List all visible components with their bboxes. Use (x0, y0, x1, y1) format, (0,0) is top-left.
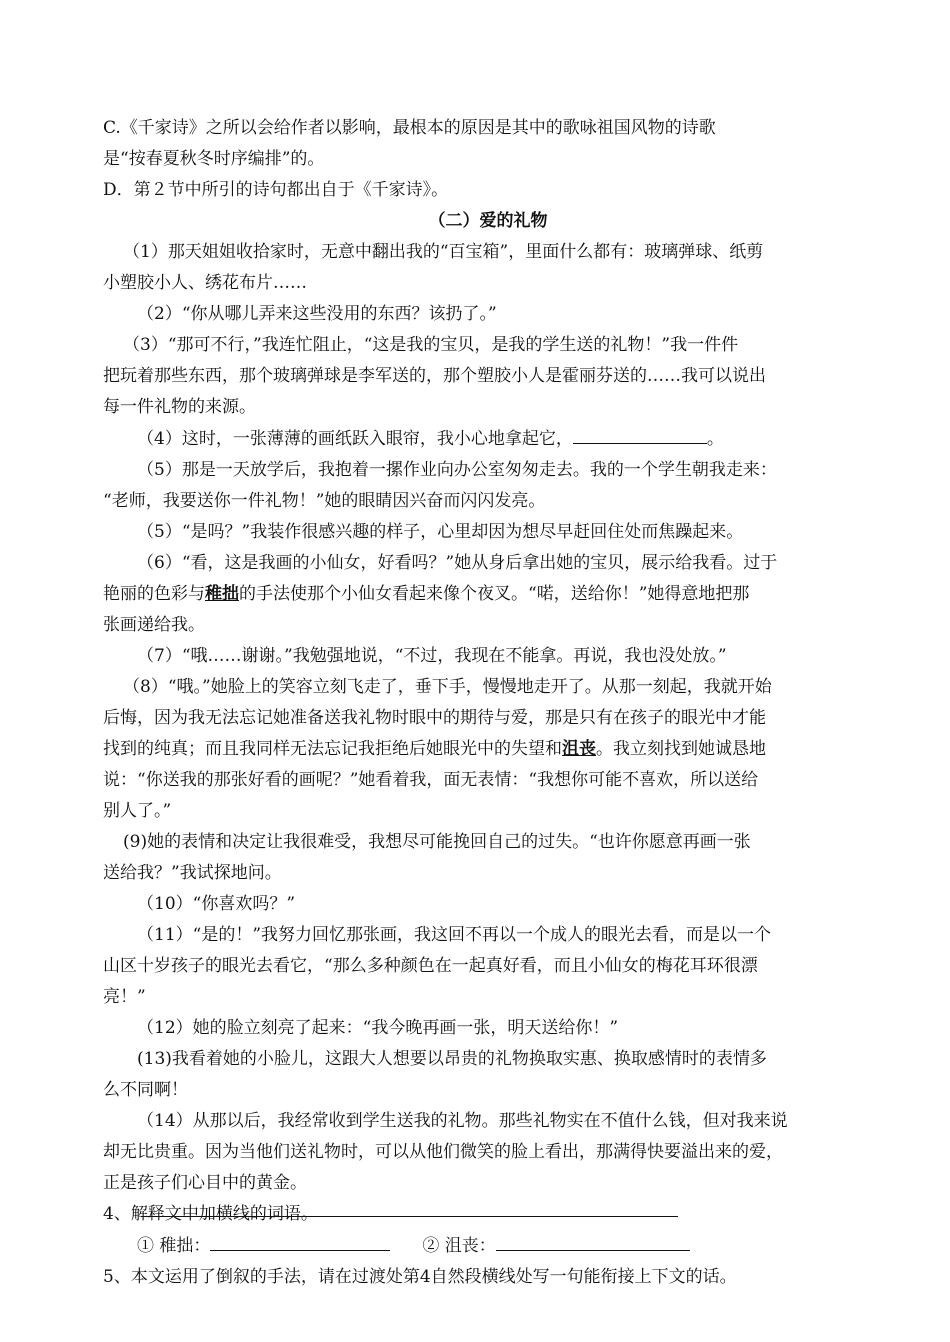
paragraph-8-text-a: 找到的纯真；而且我同样无法忘记我拒绝后她眼光中的失望和 (103, 739, 562, 759)
question-4-item-2 (422, 1230, 689, 1262)
paragraph-3-line-2: 把玩着那些东西，那个玻璃弹球是李军送的，那个塑胶小人是霍丽芬送的……我可以说出 (103, 366, 766, 386)
underlined-word-jusang: 沮丧 (562, 739, 596, 759)
underlined-word-zhizhuo: 稚拙 (205, 584, 239, 604)
paragraph-6-line-2 (103, 579, 855, 610)
paragraph-5b: （5）“是吗？”我装作很感兴趣的样子，心里却因为想尽早赶回住处而焦躁起来。 (137, 522, 744, 542)
paragraph-8-line-2: 后悔，因为我无法忘记她准备送我礼物时眼中的期待与爱，那是只有在孩子的眼光中才能 (103, 708, 766, 728)
option-d: D．第２节中所引的诗句都出自于《千家诗》。 (103, 180, 449, 200)
paragraph-10: （10）“你喜欢吗？” (137, 894, 296, 914)
paragraph-3-line-1: （3）“那可不行，”我连忙阻止，“这是我的宝贝，是我的学生送的礼物！”我一件件 (123, 335, 739, 355)
paragraph-14-line-1: （14）从那以后，我经常收到学生送我的礼物。那些礼物实在不值什么钱，但对我来说 (137, 1111, 788, 1131)
paragraph-12: （12）她的脸立刻亮了起来：“我今晚再画一张，明天送给你！” (137, 1018, 619, 1038)
paragraph-13-line-2: 么不同啊！ (103, 1080, 188, 1100)
question-4-items (103, 1230, 855, 1262)
paragraph-3-line-3: 每一件礼物的来源。 (103, 397, 256, 417)
paragraph-1-line-2: 小塑胶小人、绣花布片…… (103, 273, 307, 293)
paragraph-8-line-4: 说：“你送我的那张好看的画呢？”她看着我，面无表情：“我想你可能不喜欢，所以送给 (103, 770, 759, 790)
paragraph-9-line-2: 送给我？”我试探地问。 (103, 863, 282, 883)
paragraph-6-text-b: 的手法使那个小仙女看起来像个夜叉。“喏，送给你！”她得意地把那 (239, 584, 750, 604)
paragraph-2: （2）“你从哪儿弄来这些没用的东西？该扔了。” (137, 304, 497, 324)
paragraph-6-line-3: 张画递给我。 (103, 615, 205, 635)
paragraph-9-line-1: (9)她的表情和决定让我很难受，我想尽可能挽回自己的过失。“也许你愿意再画一张 (123, 832, 751, 852)
question-4-item-2-label: ② 沮丧： (422, 1236, 496, 1256)
paragraph-6-line-1: （6）“看，这是我画的小仙女，好看吗？”她从身后拿出她的宝贝，展示给我看。过于 (137, 553, 778, 573)
paragraph-8-line-5: 别人了。” (103, 801, 172, 821)
paragraph-11-line-2: 山区十岁孩子的眼光去看它，“那么多种颜色在一起真好看，而且小仙女的梅花耳环很漂 (103, 956, 758, 976)
question-4-item-1 (137, 1230, 390, 1262)
paragraph-8-line-1: （8）“哦。”她脸上的笑容立刻飞走了，垂下手，慢慢地走开了。从那一刻起，我就开始 (123, 677, 772, 697)
paragraph-4 (103, 423, 855, 455)
paragraph-7: （7）“哦……谢谢。”我勉强地说，“不过，我现在不能拿。再说，我也没处放。” (137, 646, 727, 666)
answer-blank-jusang[interactable] (496, 1230, 690, 1251)
question-5: 5、本文运用了倒叙的手法，请在过渡处第4自然段横线处写一句能衔接上下文的话。 (103, 1267, 737, 1287)
paragraph-4-text: （4）这时，一张薄薄的画纸跃入眼帘，我小心地拿起它， (137, 429, 573, 449)
paragraph-13-line-1: (13)我看着她的小脸儿，这跟大人想要以昂贵的礼物换取实惠、换取感情时的表情多 (137, 1049, 767, 1069)
paragraph-6-text-a: 艳丽的色彩与 (103, 584, 205, 604)
question-5-answer-line[interactable] (141, 1216, 678, 1217)
paragraph-8-line-3 (103, 734, 855, 765)
paragraph-14-line-3: 正是孩子们心目中的黄金。 (103, 1173, 307, 1193)
section-title: （二）爱的礼物 (428, 211, 548, 231)
question-4-item-1-label: ① 稚拙： (137, 1236, 211, 1256)
paragraph-5-line-1: （5）那是一天放学后，我抱着一摞作业向办公室匆匆走去。我的一个学生朝我走来： (137, 460, 777, 480)
option-c-line-1: C.《千家诗》之所以会给作者以影响，最根本的原因是其中的歌咏祖国风物的诗歌 (103, 118, 716, 138)
paragraph-14-line-2: 却无比贵重。因为当他们送礼物时，可以从他们微笑的脸上看出，那满得快要溢出来的爱， (103, 1142, 783, 1162)
option-c-line-2: 是“按春夏秋冬时序编排”的。 (103, 149, 325, 169)
document-page (103, 113, 855, 1293)
paragraph-4-end: 。 (706, 429, 724, 449)
question-4: 4、解释文中加横线的词语。 (103, 1204, 318, 1224)
paragraph-5-line-2: “老师，我要送你一件礼物！”她的眼睛因兴奋而闪闪发亮。 (103, 491, 546, 511)
paragraph-8-text-b: 。我立刻找到她诚恳地 (596, 739, 766, 759)
paragraph-4-blank[interactable] (573, 423, 707, 444)
answer-blank-zhizhuo[interactable] (210, 1230, 390, 1251)
paragraph-11-line-1: （11）“是的！”我努力回忆那张画，我这回不再以一个成人的眼光去看，而是以一个 (137, 925, 772, 945)
paragraph-11-line-3: 亮！” (103, 987, 146, 1007)
paragraph-1-line-1: （1）那天姐姐收拾家时，无意中翻出我的“百宝箱”，里面什么都有：玻璃弹球、纸剪 (123, 242, 764, 262)
